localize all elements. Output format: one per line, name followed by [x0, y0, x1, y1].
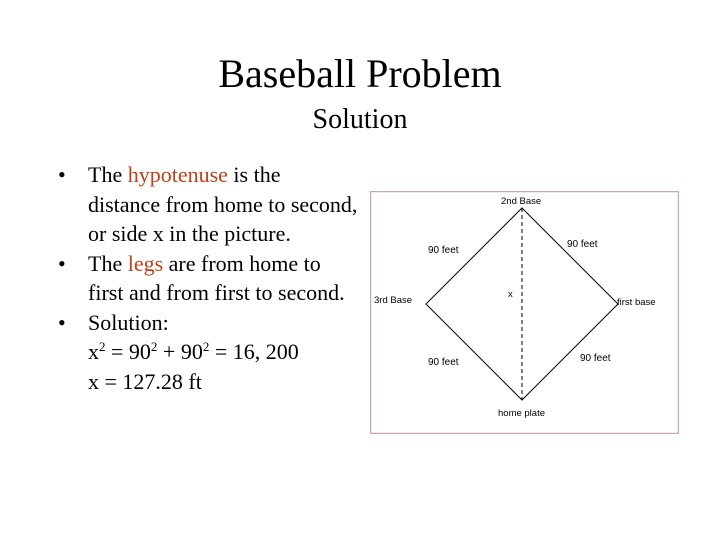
- label-side-upper-right: 90 feet: [567, 239, 598, 250]
- bullet-text-pre: The: [88, 250, 128, 276]
- term-legs: legs: [127, 250, 164, 276]
- diamond-svg: [370, 191, 679, 434]
- bullet-hypotenuse: [58, 160, 358, 249]
- label-first-base: first base: [617, 297, 656, 308]
- label-side-upper-left: 90 feet: [428, 245, 459, 256]
- label-side-lower-right: 90 feet: [580, 353, 611, 364]
- eq-exponent: 2: [202, 339, 210, 354]
- bullet-text-pre: The: [88, 162, 128, 187]
- label-second-base: 2nd Base: [501, 196, 542, 207]
- bullet-list: [58, 160, 358, 396]
- label-home-plate: home plate: [498, 408, 546, 419]
- bullet-dot: •: [58, 250, 66, 276]
- bullet-text-post: are from home to first and from first to second.: [88, 250, 345, 305]
- slide-subtitle: Solution: [312, 104, 408, 135]
- solution-answer: x = 127.28 ft: [88, 368, 202, 394]
- term-hypotenuse: hypotenuse: [127, 162, 228, 187]
- solution-equation: [88, 337, 358, 367]
- solution-heading: Solution:: [88, 309, 169, 335]
- eq-plus-ninety: + 90: [157, 339, 203, 364]
- eq-exponent: 2: [150, 339, 158, 354]
- bullet-solution: [58, 308, 358, 397]
- baseball-diamond-figure: [370, 191, 679, 434]
- eq-exponent: 2: [99, 339, 106, 354]
- slide-title: Baseball Problem: [218, 51, 502, 96]
- bullet-dot: •: [58, 162, 66, 187]
- eq-result: = 16, 200: [209, 339, 299, 364]
- eq-ninety: 90: [128, 339, 151, 364]
- bullet-text-post: is the distance from home to second, or side x in the picture.: [88, 162, 358, 246]
- eq-equals: =: [105, 339, 129, 364]
- label-x: x: [508, 289, 513, 300]
- label-third-base: 3rd Base: [374, 295, 413, 306]
- eq-x: x: [88, 339, 99, 364]
- bullet-legs: [58, 249, 358, 308]
- label-side-lower-left: 90 feet: [428, 357, 459, 368]
- bullet-dot: •: [58, 309, 66, 335]
